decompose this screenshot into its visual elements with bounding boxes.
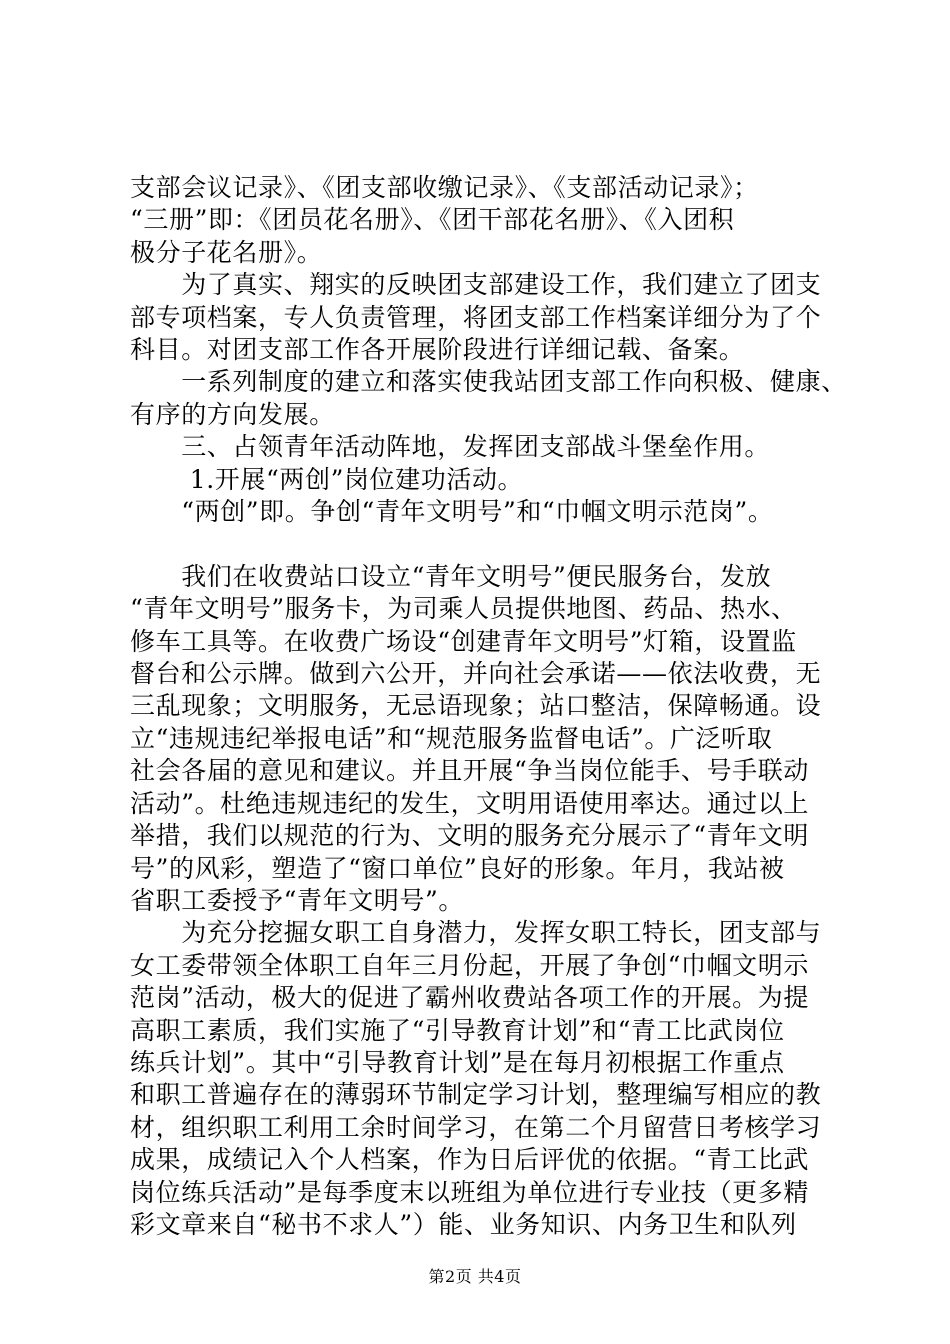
- text-line: 修车工具等。在收费广场设“创建青年文明号”灯箱，设置监: [130, 626, 797, 656]
- text-line: 高职工素质，我们实施了“引导教育计划”和“青工比武岗位: [130, 1015, 785, 1045]
- text-line: 彩文章来自“秘书不求人”）能、业务知识、内务卫生和队列: [130, 1209, 797, 1239]
- text-line: 极分子花名册》。: [130, 237, 323, 267]
- text-line: 我们在收费站口设立“青年文明号”便民服务台，发放: [130, 561, 772, 591]
- text-line: 三、占领青年活动阵地，发挥团支部战斗堡垒作用。: [130, 432, 771, 462]
- text-line: 为了真实、翔实的反映团支部建设工作，我们建立了团支: [130, 270, 822, 300]
- text-line: 活动”。杜绝违规违纪的发生，文明用语使用率达。通过以上: [130, 788, 809, 818]
- text-line: 省职工委授予“青年文明号”。: [130, 885, 464, 915]
- text-line: 材，组织职工利用工余时间学习，在第二个月留营日考核学习: [130, 1112, 822, 1142]
- text-line: 举措，我们以规范的行为、文明的服务充分展示了“青年文明: [130, 821, 809, 851]
- text-line: 社会各届的意见和建议。并且开展“争当岗位能手、号手联动: [130, 756, 809, 786]
- text-line: 立“违规违纪举报电话”和“规范服务监督电话”。广泛听取: [130, 723, 773, 753]
- text-line: 科目。对团支部工作各开展阶段进行详细记载、备案。: [130, 335, 745, 365]
- page-footer: 第2页 共4页: [428, 1267, 522, 1286]
- text-line: 和职工普遍存在的薄弱环节制定学习计划，整理编写相应的教: [130, 1080, 822, 1110]
- text-line: “三册”即：《团员花名册》、《团干部花名册》、《入团积: [130, 205, 735, 235]
- text-line: 为充分挖掘女职工自身潜力，发挥女职工特长，团支部与: [130, 918, 822, 948]
- blank-line: [130, 528, 850, 560]
- text-line: 范岗”活动，极大的促进了霸州收费站各项工作的开展。为提: [130, 983, 809, 1013]
- text-line: 督台和公示牌。做到六公开，并向社会承诺——依法收费，无: [130, 659, 822, 689]
- text-line: 练兵计划”。其中“引导教育计划”是在每月初根据工作重点: [130, 1047, 785, 1077]
- text-line: 女工委带领全体职工自年三月份起，开展了争创“巾帼文明示: [130, 950, 809, 980]
- text-line: 支部会议记录》、《团支部收缴记录》、《支部活动记录》；: [130, 173, 759, 202]
- document-body: [130, 172, 850, 1241]
- text-line: 1.开展“两创”岗位建功活动。: [130, 464, 524, 494]
- text-line: 三乱现象；文明服务，无忌语现象；站口整洁，保障畅通。设: [130, 691, 822, 721]
- text-line: 一系列制度的建立和落实使我站团支部工作向积极、健康、: [130, 367, 847, 397]
- text-line: 成果，成绩记入个人档案，作为日后评优的依据。“青工比武: [130, 1145, 809, 1175]
- text-line: “两创”即。争创“青年文明号”和“巾帼文明示范岗”。: [130, 497, 774, 527]
- text-line: “青年文明号”服务卡，为司乘人员提供地图、药品、热水、: [130, 594, 797, 624]
- text-line: 岗位练兵活动”是每季度末以班组为单位进行专业技（更多精: [130, 1177, 809, 1207]
- text-line: 有序的方向发展。: [130, 399, 335, 429]
- text-line: 部专项档案，专人负责管理，将团支部工作档案详细分为了个: [130, 302, 822, 332]
- text-line: 号”的风彩，塑造了“窗口单位”良好的形象。年月，我站被: [130, 853, 785, 883]
